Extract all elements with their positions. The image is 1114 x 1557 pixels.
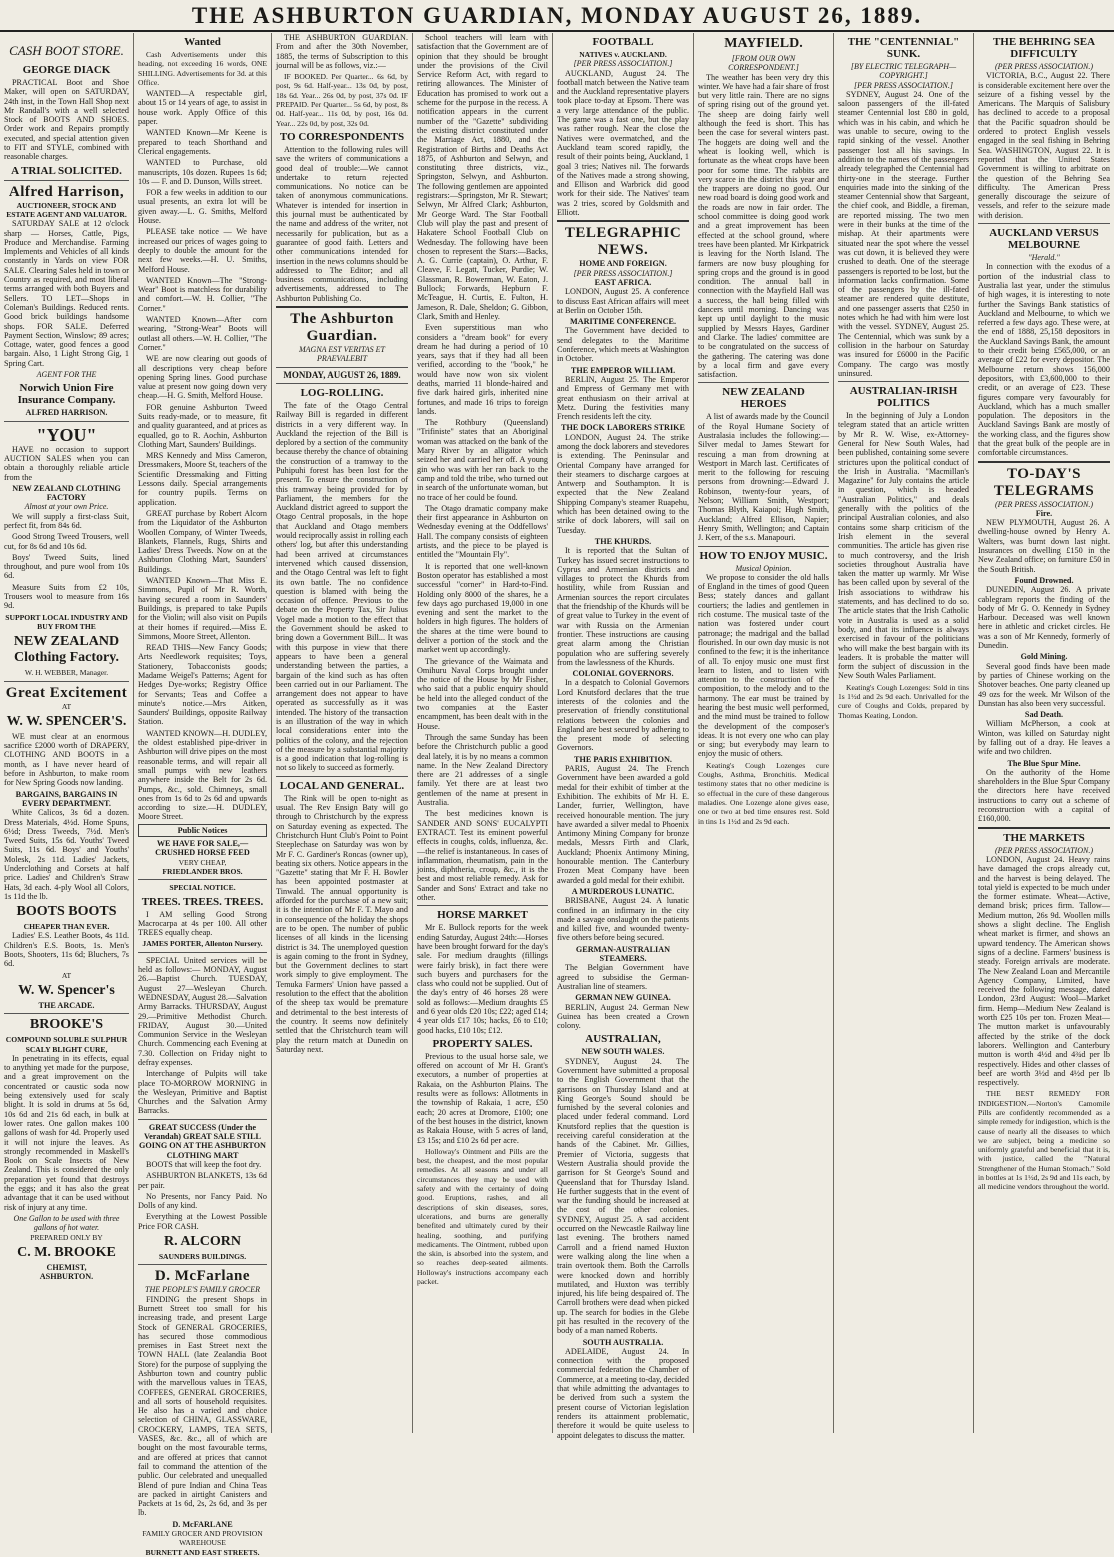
divider [138, 879, 267, 880]
brookes-advert: In penetrating in its effects, equal to anything yet made for the purpose, and a great improvement on the concentrated or caustic soda now being extensively used for scaly blight. It is sold in drums at 5s 6d, 10s 6d and 21s 6d each, in bulk at lower rates. One gallon makes 100 gallons of wash for 4d. Properly used it will not injure the leaves. As strongly recommended in Maskell's Book on Scale Insects of New Zealand. This is considered the only preparation yet found that destroys the eggs; and it has also the great advantage that it can be used without risk of injury at any time. [4, 1053, 129, 1212]
logrolling-heading: LOG-ROLLING. [300, 386, 384, 399]
divider [4, 681, 129, 682]
saunders-buildings: SAUNDERS BUILDINGS. [158, 1252, 247, 1262]
todays-telegrams-heading: TO-DAY'S TELEGRAMS [993, 465, 1095, 499]
prepared-by: PREPARED ONLY BY [30, 1232, 103, 1242]
property-sales-heading: PROPERTY SALES. [432, 1037, 533, 1050]
eucalypti-advert: The best medicines known is SANDER AND SONS' EUCALYPTI EXTRACT. Test its eminent powerful effects in coughs, colds, influenza, &c.—the relief is instantaneous. In cases of inflammation, rheumatism, pain in the joints, diphtheria, croup, &c., it is the best and most reliable remedy. Ask for Sander and Sons' Extract and take no other. [417, 809, 548, 903]
blue-spur-heading: The Blue Spur Mine. [1007, 758, 1081, 768]
webber-sig: W. H. WEBBER, Manager. [24, 668, 109, 678]
wanted-heading: Wanted [184, 36, 221, 48]
new-guinea-body: BERLIN, August 24. German New Guinea has been created a Crown colony. [557, 1002, 689, 1031]
herald-source: "Herald." [1028, 253, 1060, 263]
editorial: The fate of the Otago Central Railway Bill is regarded in different districts in a very different way. In Auckland the rejection of the Bill is deplored by a section of the community because thereby the chance of obtaining the construction of a tramway to the Puhipuhi forest has been lost for the present. To ensure the construction of this tramway being provided for by Parliament, the members for the Auckland district agreed to support the Otago Central proposals, in the hope that Auckland and Otago members would reciprocally assist in rolling each others' log, but after this understanding had been arrived at circumstances intervened which caused dissension, and the Otago Central was left to fight its own battle. The no confidence question is blamed with being the occasion of offence. Previous to the debate on the Property Tax, Sir Julius Vogel made a motion to the effect that the Government should be asked to bring down a Government Bill... It was with this purpose in view that there appears to have been a general understanding between the parties, a bargain of the kind such as has often been carried out in our Parliament. The arrangement does not appear to have operated as successfully as it was intended. The history of the transaction is an illustration of the way in which local considerations enter into the politics of the colony, and the rejection of the measure by a substantial majority is a good indication that log-rolling is not so likely to succeed as formerly. [276, 400, 408, 773]
family-grocer: FAMILY GROCER AND PROVISION WAREHOUSE [142, 1529, 263, 1548]
enjoy-music-heading: HOW TO ENJOY MUSIC. [699, 549, 828, 562]
nsw-body: SYDNEY, August 24. The Government have submitted a proposal to the English Government that the garrisons on Thursday Island and at King George's Sound should be furnished by the several colonies and placed under federal command. Lord Knutsford replies that the question is receiving careful consideration at the hands of the Cabinet. Mr. Gillies, Premier of Victoria, suggests that Western Australia should provide the garrison for St George's Sound and Queensland that for Thursday Island. He further suggests that in the event of war the funding should be increased at the cost of the other colonies. SYDNEY, August 25. A sad accident occurred on the Newcastle Railway line last evening. The brothers named Carroll and a friend named Huxton were walking along the line when a train overtook them. Both the Carrolls were knocked down and horribly mutilated, and Huxton was terribly injured, his life being despaired of. The Carroll brothers were dead when picked up. The search for bodies in the Glebe pit has resulted in the recovery of the body of a man named Roberts. [557, 1056, 689, 1336]
natives-v-auckland: NATIVES v. AUCKLAND. [579, 50, 667, 59]
centennial-body: SYDNEY, August 24. One of the saloon passengers of the ill-fated steamer Centennial lost £80 in gold, which was in his cabin, and which he was unable to secure, owing to the rapid sinking of the vessel. Another passenger lost all his savings. In addition to the names of the passengers already telegraphed the Centennial had thirty-one in the steerage. Further enquiries made into the sinking of the steamer Centennial show that Sargeant, the chief cook, and Biddle, a fireman, are reported missing. The two men were in their bunks at the time of the mishap. At their apartments were situated near the spot where the vessel was cut down, it is believed they were crushed to death. One of the steerage passengers is reported to be lost, but the information lacks confirmation. Some of the passengers by the ill-fated steamer are rendered quite destitute, and one passenger asserts that £250 in notes which he had with him were lost with the vessel. SYDNEY, August 25. The Centennial, which was sunk by a collision in the harbour on Saturday was insured for £6000 in the Pacific Company. The cargo was mostly uninsured. [838, 89, 969, 378]
wanted-intro: Cash Advertisements under this heading, not exceeding 16 words, ONE SHILLING. Advertisements for 3d. at this Office. [138, 50, 267, 87]
sunday-name-item: Through the same Sunday has been before the Christchurch public a good deal lately, it is by no means a common name. In the New Zealand Directory there are 21 addresses of a single family. Yet there are at least two gentlemen of the name at present in Australia. [417, 732, 548, 808]
paper-motto: MAGNA EST VERITAS ET PRAEVALEBIT [299, 345, 385, 364]
cheaper-than-ever: CHEAPER THAN EVER. [23, 922, 110, 932]
mcfarlane-address: BURNETT AND EAST STREETS. [145, 1547, 260, 1557]
maritime-body: The Government have decided to send delegates to the Maritime Conference, which meets at Washington in October. [557, 326, 689, 364]
dock-strike-body: LONDON, August 24. The strike among the dock laborers and stevedores is extending. The Peninsular and Oriental Company have arranged for their steamers to discharge cargoes at Antwerp and Southampton. It is expected that the New Zealand Shipping Company's steamer Ruapehu, which has been detained owing to the strike of dock laborers, will sail on Tuesday. [557, 432, 689, 535]
mcfarlane-advert: FINDING the present Shops in Burnett Street too small for his increasing trade, and present Large Stock of GENERAL GROCERIES, has secured those commodious premises in East Street next the TOWN HALL (late Zealandia Boot Store) for the purpose of supplying the Ashburton town and country public with the marvellous values in TEAS, COFFEES, GENERAL GROCERIES, and all sorts of household requisites. He also has a varied and choice selection of CHINA, GLASSWARE, CROCKERY, LAMPS, TEA SETS, VASES, &c. &c., all of which are bought on the most favourable terms, and are offered at prices that cannot fail to command the attention of the public. Our celebrated and unequalled Blend of pure Indian and China Teas are packed in airtight Canisters and Packets at 1s 6d, 2s, 2s 6d, and 3s per lb. [138, 1294, 267, 1518]
great-success: GREAT SUCCESS (Under the Verandah) GREAT SALE STILL GOING ON AT THE ASHBURTON CLOTHING MART [139, 1122, 266, 1160]
holloway-advert: Holloway's Ointment and Pills are the best, the cheapest, and the most popular remedies. At all seasons and under all circumstances they may be used with safety and with the certainty of doing good. Eruptions, rashes, and all descriptions of skin diseases, sores, ulcerations, and burns are generally benefited and ultimately cured by their healing, soothing, and purifying medicaments. The Ointment, rubbed upon the skin, is absorbed into the system, and so reaches deep-seated ailments. Holloway's instructions accompany each packet. [417, 1146, 548, 1286]
dream-book-item: Even superstitious man who considers a "dream book" for every dream he had during a period of 10 years, says that if they had all been verified, according to the "book," he would have now won six violent deaths, married 11 blonde-haired and five dark haired girls, inherited nine fortunes, and made 16 trips to foreign lands. [417, 323, 548, 416]
horse-market-body: Mr E. Bullock reports for the week ending Saturday, August 24th:—Horses have been brought forward for the day's sale. For medium draughts (fillings were fairly brisk), in fact there were such buyers and purchasers for the class who could not be supplied. Out of the day's entry of 46 horses 28 were sold as follows:—Medium draughts £5 and 6 year olds £20 10s; £22; aged £14; 4 year olds £17 10s; hacks, £6 to £10; good hacks, £10 10s; £12. [417, 923, 548, 1035]
ashburton-label: ASHBURTON. [39, 1272, 94, 1282]
guardian-subscription-notice: THE ASHBURTON GUARDIAN. From and after the 30th November, 1885, the terms of Subscription to this journal will be as follows, viz.:— [276, 33, 408, 70]
blue-spur-body: On the authority of the Home shareholders in the Blue Spur Company the directors here have received instructions to carry out a scheme of reconstruction with a capital of £160,000. [978, 767, 1110, 824]
divider [138, 1264, 267, 1265]
divider [4, 180, 129, 181]
east-africa-body: LONDON, August 25. A conference to discuss East African affairs will meet at Berlin on October 15th. [557, 287, 689, 315]
khurds-heading: THE KHURDS. [594, 536, 652, 546]
markets-body: LONDON, August 24. Heavy rains have damaged the crops already cut, and the harvest is being delayed. The total yield is expected to be much under the former estimate. Wheat—Active, demand brisk; prices firm. Tallow—Medium mutton, 26s 9d. Woollen mills shows a slight decline. The English wheat market is firmer, and shows an upward tendency. The American shows signs of a decline. Farmers' business is steady. Foreign arrivals are moderate. The New Zealand Loan and Mercantile Agency Company, Limited, have received the following message, dated London, 23rd August: Wool—Market firm. Hemp—Medium New Zealand is worth £25 10s per ton. Frozen Meat—The mutton market is unfavourably affected by the strike of the dock laborers. Wellington and Canterbury mutton is worth 4½d and 4¾d per lb respectively. Hides and other classes of beef are worth 3½d and 4½d per lb respectively. [978, 854, 1110, 1088]
divider [276, 367, 408, 368]
harrison-heading: Alfred Harrison, [8, 183, 125, 200]
column-5 [553, 33, 694, 1440]
school-teachers-item: School teachers will learn with satisfaction that the Government are of opinion that they should be brought under the provisions of the Civil Service Reform Act, with regard to retiring allowances. The Minister of Education has promised to work out a scheme for the purpose in the recess. A notification appears in the current number of the "Gazette" subdividing the existing district constituted under the Marriage Act, 1880, and the Registration of Births and Deaths Act 1875, of Ashburton and Selwyn, and constituting three districts, viz., Springston, Selwyn, and Ashburton. The following gentlemen are appointed registrars:—Springston, Mr R. Stewart; Selwyn, Mr Alfred Clark; Ashburton, Mr George Ward. The Star Football Club will play the past and present of Hakatere School Football Club on Wednesday. The following have been chosen to represent the Stars:—Backs, A. G. Currie (captain), O. Arthur, F. Cleave, F. Legatt, Tucker, Purdie; W. Glassman, R. Bowerman, W. Eaton, J. Bullock; Forwards, Hepburn F. McTeague, H. Curtis, E. Fulton, H. Jameson, R. Dale, Sheldon; G. Gibbon, Clark, Smith and Henley. [417, 33, 548, 321]
bargain-list: White Calicos, 3s 6d a dozen. Dress Materials, 4½d. Home Spuns, 6½d; Dress Tweeds, 7½d. Men's Tweed Suits, 15s 6d. Youths' Tweed Suits, 11s 6d. Boys' and Youths' Molesk, 2s 11d. Ladies' Jackets, Underclothing and Corsets at half price. Ladies' and Children's Straw Hats, 3d each. 4-ply Wool all Colors, 1s 11d the lb. [4, 808, 129, 901]
at-label: AT [61, 701, 72, 711]
own-price: Almost at your own Price. [24, 502, 109, 512]
new-guinea-heading: GERMAN NEW GUINEA. [575, 993, 671, 1003]
gold-mining-heading: Gold Mining. [1020, 652, 1068, 662]
keating-advert: Keating's Cough Lozenges cure Coughs, Asthma, Bronchitis. Medical testimony states that no other medicine is so effectual in the cure of these dangerous maladies. One Lozenge alone gives ease, one or two at bed time ensures rest. Sold in tins 1s 1½d and 2s 9d each. [698, 760, 829, 826]
press-association: (PER PRESS ASSOCIATION.) [995, 62, 1093, 71]
home-foreign: HOME AND FOREIGN. [579, 259, 667, 269]
harrison-role: AUCTIONEER, STOCK AND ESTATE AGENT AND VALUATOR. [6, 200, 127, 219]
australian-heading: AUSTRALIAN, [585, 1033, 661, 1046]
public-notices-heading: Public Notices [138, 824, 267, 837]
divider [417, 905, 548, 906]
wanted-ad-1: WANTED—A respectable girl, about 15 or 14 years of age, to assist in house work. Apply Office of this paper. [138, 89, 267, 127]
trial-solicited: A TRIAL SOLICITED. [11, 164, 122, 177]
horse-market-heading: HORSE MARKET [437, 909, 528, 922]
issue-date: MONDAY, AUGUST 26, 1889. [283, 369, 401, 380]
brooke-signature: C. M. BROOKE [17, 1244, 116, 1260]
telegraphic-heading: TELEGRAPHIC NEWS. [564, 225, 682, 259]
divider [4, 421, 129, 422]
mcfarlane-heading: D. McFarlane [154, 1268, 251, 1285]
column-3 [272, 33, 413, 1433]
masthead-rule [0, 31, 1114, 32]
boots-heading: BOOTS BOOTS [16, 904, 117, 920]
fire-heading: Fire. [1035, 508, 1053, 518]
agent-for: AGENT FOR THE [36, 370, 97, 380]
german-steamers-body: The Belgian Government have agreed to subsidise the German-Australian line of steamers. [557, 963, 689, 991]
musical-opinion: Musical Opinion. [735, 563, 792, 573]
rothbury-item: The Rothbury (Queensland) "Trifiniste" states that an Aboriginal woman was attacked on the bank of the Mary River by an alligator which seized her and carried her off. A young gin who was with her ran back to the camp and told the tribe, who turned out in search of the unfortunate woman, but no trace of her could be found. [417, 418, 548, 502]
excitement-heading: Great Excitement [5, 684, 128, 701]
divider [138, 952, 267, 953]
music-body: We propose to consider the old halls of England in the times of good Queen Bess; stately dances and gallant courtiers; the ladies and gentlemen in rich costume. The musical taste of the nation was fostered under court patronage; the madrigal and the ballad flourished. In our own day music is not confined to the few; it is the inheritance of all. To enjoy music one must first learn to listen, and to listen with attention to the construction of the composition, to the melody and to the harmony. The ear must be trained by hearing the best music well performed, and the mind must be trained to follow the development of the composer's ideas. It is not every one who can play or sing; but everybody may learn to enjoy the music of others. [698, 572, 829, 759]
paper-title: The Ashburton Guardian. [290, 311, 394, 345]
auckland-melbourne-heading: AUCKLAND VERSUS MELBOURNE [989, 227, 1099, 252]
wanted-ad-14: WANTED KNOWN—H. DUDLEY, the oldest established pipe-driver in Ashburton will drive pipes on the most reasonable terms, and will repair all small pumps with new leathers anywhere inside the Belt for 2s 6d. Pumps, &c., sold. Chimneys, small ones from 1s 6d to 2s 6d and upwards according to size.—H. DUDLEY, Moore Street. [138, 728, 267, 822]
otago-dramatic-item: The Otago dramatic company make their first appearance in Ashburton on Wednesday evening at the Oddfellows' Hall. The company consists of eighteen artists, and the piece to be played is entitled the "Mountain Fly". [417, 503, 548, 560]
lowest-price: Everything at the Lowest Possible Price FOR CASH. [138, 1212, 267, 1231]
khurds-body: It is reported that the Sultan of Turkey has issued secret instructions to Cyprus and Armenian districts and villages to protect the Khurds from hostility, while from Russian and Armenian sources the report circulates that the friendship of the Khurds will be of great value to Turkey in the event of war with Russia on the Armenian frontier. These instructions are causing great alarm among the Christian population who are suffering severely from the lawlessness of the Khurds. [557, 546, 689, 667]
wanted-ad-4: FOR a few weeks in addition to our usual presents, an extra lot will be given away.—L. G. Smiths, Melford House. [138, 188, 267, 226]
diack-advert: PRACTICAL Boot and Shoe Maker, will open on SATURDAY, 24th inst, in the Town Hall Shop next Mr Randall's with a well selected Stock of BOOTS AND SHOES. Order work and Repairs promptly executed, and special attention given to FIT and STYLE, combined with reasonable charges. [4, 78, 129, 162]
divider [557, 220, 689, 222]
column-4 [413, 33, 553, 1433]
divider [276, 776, 408, 777]
press-association: [PER PRESS ASSOCIATION.] [573, 59, 673, 69]
brookes-gallon: One Gallon to be used with three gallons of hot water. [13, 1213, 120, 1233]
paris-exhibition-heading: THE PARIS EXHIBITION. [574, 754, 672, 764]
divider [698, 382, 829, 383]
column-1 [0, 33, 134, 1433]
wanted-ad-10: MRS Kennedy and Miss Cameron, Dressmakers, Moore St, teachers of the Scientific Dressmaking and Fitting Lessons daily. Special arrangements for country pupils. Terms on application. [138, 451, 267, 507]
spencers-advert: WE must clear at an enormous sacrifice £2000 worth of DRAPERY, CLOTHING AND BOOTS in a month, as I have never heard of before in Ashburton, to make room for New Spring Goods now landing. [4, 731, 129, 788]
centennial-heading: THE "CENTENNIAL" SUNK. [847, 36, 960, 60]
masthead-title: THE ASHBURTON GUARDIAN, MONDAY AUGUST 26, 1889. [191, 3, 923, 28]
cash-boot-store-heading: CASH BOOT STORE. [9, 43, 124, 58]
emperor-body: BERLIN, August 25. The Emperor and Empress of Germany met with great enthusiasm on their arrival at Metz. During the festivities many French residents left the city. [557, 374, 689, 422]
very-cheap: VERY CHEAP, [178, 857, 227, 867]
wanted-ad-8: WE are now clearing out goods of all descriptions very cheap before opening Spring lines. Good purchase value at present now going down very cheap.—H. G. Smith, Melford House. [138, 354, 267, 401]
football-heading: FOOTBALL [592, 36, 654, 48]
trees-heading: TREES. TREES. TREES. [141, 895, 264, 908]
chemist: CHEMIST, [46, 1262, 87, 1272]
spencers-heading-2: W. W. Spencer's [18, 982, 115, 998]
nsw-heading: NEW SOUTH WALES. [581, 1047, 665, 1057]
divider [698, 546, 829, 547]
divider [138, 1119, 267, 1120]
blankets: ASHBURTON BLANKETS, 13s 6d per pair. [138, 1171, 267, 1190]
special-notice: SPECIAL NOTICE. [169, 883, 236, 893]
lunatic-body: BRISBANE, August 24. A lunatic confined in an infirmary in the city made a savage onslaught on the patients and killed five, and wounded twenty-five others before being secured. [557, 896, 689, 943]
local-general-body: The Rink will be open to-night as usual. The Rev Ensign Baty will go through to Christchurch by the express on Saturday evening as expected. The Christchurch Hunt Club's Point to Point Steeplechase on Saturday was won by Mr F. C. Gardiner's Roncas (owner up), beating six others. Notice appears in the "Gazette" stating that Mr F. H. Bowler has been appointed postmaster at Tinwald. The annual opportunity is afforded for the purchase of a new suit; it is the intention of Mr F. T. Mayo and in consequence of the holiday the shops are to be open. The number of public licenses of all kinds in the licensing district is 34. The unemployed question is again coming to the front in Sydney, but the Government declines to start work simply to give employment. The Temuka Farmers' Union have passed a resolution to the effect that the abolition of the sheep tax would be premature and detrimental to the best interests of the country. It seems now definitely settled that the Christchurch team will play the return match at Dunedin on Saturday next. [276, 793, 408, 1054]
sad-death-body: William McPherson, a cook at Winton, was killed on Saturday night by falling out of a dray. He leaves a wife and two children. [978, 719, 1110, 757]
south-australia-body: ADELAIDE, August 24. In connection with the proposed commercial federation the Chamber of Commerce, at a meeting to-day, decided that while admitting the advantages to be derived from such a system the present course of Victorian legislation renders its attainment problematic, therefore it would be quite useless to appoint delegates to discuss the matter. [557, 1346, 690, 1440]
wanted-ad-6: WANTED Known—The "Strong-Wear" Boot is matchless for durability and comfort.—W. H. Collier, "The Corner." [138, 275, 267, 313]
mayfield-body: The weather has been very dry this winter. We have had a fair share of frost but very little rain. There are no signs of spring rising out of the ground yet. The sheep are doing fairly well although the feed is short. This has been the case for several winters past. The hoggets are doing well and the wheat is looking well, which is fortunate as the wheat crops have been poor for some time. The rabbits are very scarce in the district this year and the trappers are doing no good. Our new road board is doing good work and the roads are now in fair order. The school committee is doing good work and a great improvement has been effected at the school ground, where trees have been planted. Mr Kirkpatrick is leaving for the North Island. The farmers are now busy ploughing for spring crops and the ground is in good condition. The annual ball in connection with the Mayfield Hall was a success, the hall being filled with dancers until morning. Dancing was kept up until daylight to the music supplied by Messrs Hayes, Gardiner and Clarke. The ladies' committee are to be congratulated on the success of the gathering. The catering was done by a local firm and gave every satisfaction. [698, 72, 829, 380]
wanted-ad-11: GREAT purchase by Robert Alcorn from the Liquidator of the Ashburton Woollen Company, of Winter Tweeds, Blankets, Flannels, Rugs, Shirts and Ladies' Dress Tweeds. Now on at the Ashburton Clothing Mart, Saunders' Buildings. [138, 508, 267, 574]
divider [838, 381, 969, 382]
arcade: THE ARCADE. [38, 1000, 95, 1010]
east-africa-heading: EAST AFRICA. [594, 277, 652, 287]
dock-strike-heading: THE DOCK LABORERS STRIKE [561, 423, 685, 433]
bargains-heading: BARGAINS, BARGAINS IN EVERY DEPARTMENT. [15, 789, 118, 808]
divider [978, 223, 1110, 224]
irish-politics-body: In the beginning of July a London telegram stated that an article written by Mr R. W. Wise, ex-Attorney-General for New South Wales, had been published, containing some severe strictures upon the political conduct of the Irish in Australia. "Macmillan's Magazine" for July contains the article in question, which is headed "Australian Politics," and deals generally with the politics of the principal Australian colonies, and also contains some sharp criticism of the Irish element in the several communities. The article has given rise to much controversy, and the Irish societies throughout Australia have taken the matter up warmly. Mr Wise has been called upon by several of the Irish associations to withdraw his statements, and has declined to do so. The article states that the Irish Catholic vote in Australia is used as a solid body, and that its influence is always exercised in favour of the politicians who will make the best bargain with its leaders. It is probable the matter will form the subject of discussion in the New South Wales Parliament. [838, 411, 969, 681]
camomile-pills-advert: THE BEST REMEDY FOR INDIGESTION.—Norton's Camomile Pills are confidently recommended as a simple remedy for indigestion, which is the cause of nearly all the diseases to which we are subject, being a medicine so uniformly grateful and beneficial that it is, with justice, called the "Natural Strengthener of the Human Stomach." Sold in bottles at 1s 1½d, 2s 9d and 11s each, by all medicine vendors throughout the world. [978, 1089, 1110, 1192]
porter-signature: JAMES PORTER, Allenton Nursery. [142, 939, 263, 949]
correspondents-notice: Attention to the following rules will save the writers of communications a good deal of trouble:—We cannot undertake to return rejected communications. No notice can be taken of anonymous communications. Whatever is intended for insertion in this journal must be authenticated by the name and address of the writer, not necessarily for publication, but as a guarantee of good faith. Letters and other communications intended for insertion in the news columns should be addressed to The Editor; and all business communications, including advertisements, addressed to The Ashburton Publishing Co. [276, 144, 408, 303]
harrison-advert: SATURDAY SALE at 12 o'clock sharp — Horses, Cattle, Pigs, Produce and Merchandise. Farming Implements and Vehicles of all kinds constantly in Yards on view FOR SALE. Clearing Sales held in town or Country as required, and most liberal terms arranged with both Buyers and Sellers. TO LET—Shops in Coleman's Buildings. Reduced rents. Good brick buildings handsome shops. FOR SALE. Deferred Payment Section, Winslow; 89 acres; Cottage, water, good fences a good bargain. Also, 1 Light Strong Gig, 1 Spring Cart. [4, 219, 129, 368]
property-sales-body: Previous to the usual horse sale, we offered on account of Mr H. Grant's executors, a number of properties at Rakaia, on the Ashburton Plains. The results were as follows: Allotments in the township of Rakaia, 1 acre, £50 each; 20 acres at Dromore, £100; one of the best houses in the district, known as Rakaia House, with 5 acres of land, £3 15s; and £10 2s 6d per acre. [417, 1051, 548, 1145]
fire-body: NEW PLYMOUTH, August 26. A dwelling-house owned by Henry A. Walters, was burnt down last night. Insurances on dwelling £150 in the New Zealand office; on furniture £50 in the South British. [978, 518, 1110, 574]
subscription-rates: IF BOOKED. Per Quarter... 6s 6d, by post, 9s 6d. Half-year... 13s 0d, by post, 18s 6d. Year... 26s 0d, by post, 37s 0d. IF PREPAID. Per Quarter... 5s 6d, by post, 8s 0d. Half-year... 11s 0d, by post, 16s 0d. Year... 22s 0d, by post, 32s 0d. [276, 72, 408, 128]
column-2 [134, 33, 272, 1557]
alcorn-heading: R. ALCORN [163, 1234, 241, 1250]
norwich-union: Norwich Union Fire Insurance Company. [17, 382, 116, 407]
peoples-grocer: THE PEOPLE'S FAMILY GROCER [145, 1285, 260, 1295]
trousers-line: Good Strong Tweed Trousers, well cut, for 8s 6d and 10s 6d. [4, 532, 129, 551]
nz-heroes-body: A list of awards made by the Council of the Royal Humane Society of Australasia includes the following:—Silver medal to James Stewart for rescuing a man from drowning at Westport in March last. Certificates of merit to the following for rescuing persons from drowning:—Edward J. Robinson, twenty-four years, of Nelson; William Smith, Westport; Thomas Blyth, Kaiapoi; Hugh Smith, Auckland; Alfred Ellison, Napier; Henry Smith, Wellington; and Captain J. Kerr, of the s.s. Manapouri. [698, 412, 829, 543]
drowned-heading: Found Drowned. [1014, 575, 1074, 585]
column-6 [694, 33, 834, 1433]
boot-list: Ladies' E.S. Leather Boots, 4s 11d. Children's E.S. Boots, 1s. Men's Boots, Shooters, 11s 6d; Bluchers, 7s 6d. [4, 931, 129, 969]
nz-factory-heading: NEW ZEALAND Clothing Factory. [13, 634, 120, 666]
measure-line: Measure Suits from £2 10s, Trousers wool to measure from 16s 9d. [4, 582, 129, 611]
mcfarlane-signature: D. McFARLANE [172, 1519, 233, 1529]
mayfield-heading: MAYFIELD. [724, 36, 803, 51]
behring-sea-heading: THE BEHRING SEA DIFFICULTY [992, 36, 1096, 60]
local-general-heading: LOCAL AND GENERAL. [279, 779, 405, 792]
behring-sea-body: VICTORIA, B.C., August 22. There is considerable excitement here over the seizure of a fishing vessel by the Americans. The Marquis of Salisbury has declined to accede to a proposal that the Pacific squadron should be ordered to protect English vessels engaged in the seal fishing in Behring Sea. WASHINGTON, August 22. It is reported that the United States Government is willing to arbitrate on the question of the Behring Sea difficulty. The American Press generally discourage the seizure of vessels, and refer to the seizure made with derision. [978, 71, 1110, 220]
wanted-ad-5: PLEASE take notice — We have increased our prices of wages going to deeply to double the amount for the next few weeks.—H. U. Smiths, Melford House. [138, 227, 267, 274]
divider [276, 383, 408, 384]
maritime-heading: MARITIME CONFERENCE. [570, 317, 676, 327]
divider [276, 306, 408, 308]
own-correspondent: [FROM OUR OWN CORRESPONDENT.] [728, 54, 799, 73]
lunatic-heading: A MURDEROUS LUNATIC. [571, 886, 675, 896]
markets-heading: THE MARKETS [1003, 831, 1085, 844]
brookes-sub: COMPOUND SOLUBLE SULPHUR SCALY BLIGHT CURE, [5, 1035, 128, 1054]
south-australia-heading: SOUTH AUSTRALIA. [582, 1337, 664, 1347]
spencers-heading: W. W. SPENCER'S. [6, 713, 127, 729]
no-presents: No Presents, nor Fancy Paid. No Dolls of any kind. [138, 1191, 267, 1211]
football-body: AUCKLAND, August 24. The football match between the Native team and the Auckland representative players took place to-day at Epsom. There was a very large attendance of the public. The game was a fast one, but the play was rather rough. Near the close the Natives were overmatched, and the Auckland team scored rapidly, the result of their points being, Auckland, 1 goal 3 tries; Natives nil. The forwards of the Natives made a strong showing, and Ellison and Warbrick did good work for their side. The Natives' team was 2 tries, scored by Goldsmith and Elliott. [557, 68, 689, 218]
boston-corner-item: It is reported that one well-known Boston operator has established a most successful "corner" in Hard-to-Find. Holding only 8000 of the shares, he a few days ago purchased 19,000 in one evening and sent the market to the holders in high figures. The holders of the shares at the time were bound to deliver a portion of the stock and the market went up accordingly. [417, 561, 548, 655]
george-diack-heading: GEORGE DIACK [22, 64, 111, 76]
column-8 [974, 33, 1114, 1433]
suits-line: We will supply a first-class Suit, perfect fit, from 84s 6d. [4, 511, 129, 530]
keating-advert-2: Keating's Cough Lozenges: Sold in tins 1s 1½d and 2s 9d each. Unrivalled for the cure of Coughs and Colds, prepared by Thomas Keating, London. [838, 682, 969, 720]
german-steamers-heading: GERMAN-AUSTRALIAN STEAMERS. [575, 944, 671, 964]
press-association: [PER PRESS ASSOCIATION.] [573, 268, 673, 278]
harrison-signature: ALFRED HARRISON. [25, 408, 108, 418]
nz-clothing-factory: NEW ZEALAND CLOTHING FACTORY [12, 483, 121, 503]
special-services: SPECIAL United services will be held as follows:— MONDAY, August 26.—Baptist Church. TUESDAY, August 27—Wesleyan Church. WEDNESDAY, August 28.—Salvation Army Barracks. THURSDAY, August 29.—Primitive Methodist Church. FRIDAY, August 30.—United Communion Service in the Wesleyan Church. Commencing each Evening at 7.30. Collection on Friday night to defray expenses. [138, 955, 267, 1067]
horse-feed-ad: WE HAVE FOR SALE,— CRUSHED HORSE FEED [155, 839, 250, 858]
irish-politics-heading: AUSTRALIAN-IRISH POLITICS [849, 385, 958, 410]
divider [4, 1013, 129, 1014]
column-7 [834, 33, 974, 1433]
friedlander: FRIEDLANDER BROS. [162, 866, 243, 876]
correspondents-heading: TO CORRESPONDENTS [279, 130, 405, 143]
auckland-melbourne-body: In connection with the exodus of a portion of the industrial class to Australia last year, under the stimulus of high wages, it is interesting to note further the Savings Bank statistics of Auckland and Melbourne, to which we referred a few days ago. These were, at the end of 1888, 25,158 depositors in the Auckland Savings Bank, the amount to their credit being £565,000, or an average of £22 for every depositor. The Melbourne return shows 156,000 depositors, with £3,600,000 to their credit, or an average of £23. These figures compare very favourably for Auckland, which has a much smaller population. The depositors in the Auckland Savings Bank are mostly of the working class, and the figures show that the great bulk of the people are in comfortable circumstances. [978, 262, 1110, 458]
press-association: (PER PRESS ASSOCIATION.) [995, 845, 1093, 855]
wanted-ad-2: WANTED Known—Mr Keene is prepared to teach Shorthand and Clerical engagements. [138, 128, 267, 156]
support-local: SUPPORT LOCAL INDUSTRY AND BUY FROM THE [5, 612, 128, 631]
sad-death-heading: Sad Death. [1024, 710, 1064, 720]
boots-kept: BOOTS that will keep the foot dry. [146, 1159, 262, 1169]
divider [978, 827, 1110, 829]
you-heading: "YOU" [36, 424, 97, 445]
at-label-2: AT [61, 970, 72, 980]
boys-line: Boys' Tweed Suits, lined throughout, and pure wool from 10s 6d. [4, 552, 129, 581]
trees-advert: I AM selling Good Strong Macrocarpa at 4s per 100. All other TREES equally cheap. [138, 909, 267, 938]
electric-telegraph: [BY ELECTRIC TELEGRAPH—COPYRIGHT.] [850, 62, 957, 81]
brookes-heading: BROOKE'S [29, 1017, 104, 1033]
colonial-governors-body: In a despatch to Colonial Governors Lord Knutsford declares that the true interests of the colonies and the preservation of friendly constitutional relations between the colonies and England are best secured by adhering to the present mode of selecting Governors. [557, 678, 689, 753]
pulpits-notice: Interchange of Pulpits will take place TO-MORROW MORNING in the Wesleyan, Primitive and Baptist Churches and the Salvation Army Barracks. [138, 1069, 267, 1116]
paris-exhibition-body: PARIS, August 24. The French Government have been awarded a gold medal for their exhibit of timber at the Exhibition. The exhibits of Mr H. E. Lander, furrier, Wellington, have received honourable mention. The jury have awarded a silver medal to Phoenix Antimony Mining Company for bronze medals, Messrs Firth and Clark, Auckland; Phoenix Antimony Mining, honourable mention. The Canterbury Frozen Meat Company have been awarded a gold medal for their exhibit. [557, 764, 689, 885]
nz-heroes-heading: NEW ZEALAND HEROES [722, 386, 805, 411]
divider [978, 461, 1110, 463]
press-association: [PER PRESS ASSOCIATION.] [854, 80, 953, 90]
wanted-ad-3: WANTED to Purchase, old manuscripts, 10s dozen. Rupees 1s 6d; 10s — F. and D. Dunson, Wills street. [138, 158, 267, 186]
masthead [0, 0, 1114, 32]
you-advert: HAVE no occasion to support AUCTION SALES when you can obtain a thoroughly reliable article from the [4, 444, 129, 482]
wanted-ad-7: WANTED Known—After corn wearing, "Strong-Wear" Boots will outlast all others.—W. H. Collier, "The Corner." [138, 315, 267, 352]
wanted-ad-13: READ THIS—New Fancy Goods; Arts Needlework requisites; Toys, Stationery, Tobacconists goods; Madame Weigel's Patterns; Agent for Hedges Dye-works; Registry Office for Servants; Teas and Coffee a minute's notice.—Mrs Aitken, Saunders' Buildings, opposite Railway Station. [138, 643, 267, 727]
gold-mining-body: Several good finds have been made by parties of Chinese working on the Shotover beaches. One party cleaned up 49 ozs for the week. Mr Wilson of the Dunstan has also been very successful. [978, 661, 1110, 708]
wanted-ad-9: FOR genuine Ashburton Tweed Suits ready-made, or to measure, fit and quality guaranteed, and at prices as equalled, go to R. Aochin, Ashburton Clothing Mart, Saunders' Buildings. [138, 402, 267, 449]
wanted-ad-12: WANTED Known—That Miss E. Simmons, Pupil of Mr R. Worth, having secured a room in Saunders' Buildings, is prepared to take Pupils for the Violin; will also visit on Pupils at their homes if required.—Miss E. Simmons, Moore Street, Allenton. [138, 576, 267, 641]
colonial-governors-heading: COLONIAL GOVERNORS. [572, 669, 674, 679]
emperor-heading: THE EMPEROR WILLIAM. [570, 365, 676, 375]
drowned-body: DUNEDIN, August 26. A private cablegram reports the finding of the body of Mr G. O. Kennedy in Sydney Harbour. Deceased was well known here in athletic and cricket circles. He was a son of Mr Kennedy, formerly of Dunedin. [978, 585, 1110, 651]
press-association: (PER PRESS ASSOCIATION.) [995, 499, 1093, 509]
waimata-item: The grievance of the Waimata and Omihuru Naval Corps brought under the notice of the House by Mr Fisher, who said that a public enquiry should be held into the alleged conduct of the two companies at the Easter encampment, has been dealt with in the House. [417, 656, 548, 731]
